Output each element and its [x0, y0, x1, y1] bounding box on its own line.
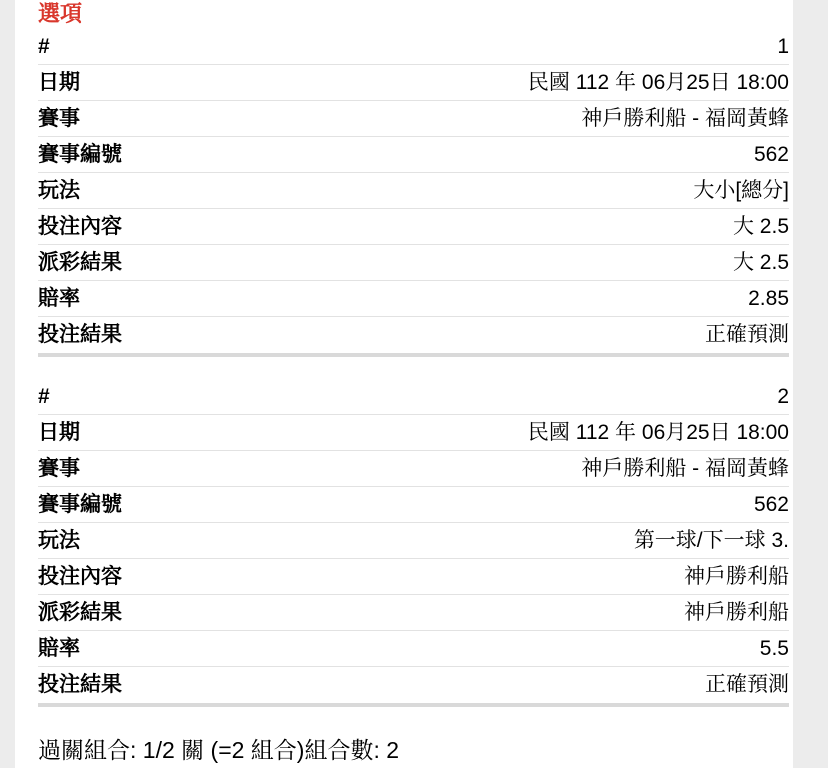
row-label: 派彩結果: [38, 600, 122, 624]
row-match-number: [38, 137, 789, 173]
row-label: 賽事: [38, 456, 80, 480]
row-label: 賽事編號: [38, 492, 122, 516]
content-panel: [15, 0, 793, 768]
row-label: 日期: [38, 70, 80, 94]
row-value: 大 2.5: [732, 214, 789, 238]
row-value: 大小[總分]: [693, 178, 789, 202]
row-bet-type: [38, 523, 789, 559]
row-value: 民國 112 年 06月25日 18:00: [527, 70, 789, 94]
row-label: 賽事編號: [38, 142, 122, 166]
row-date: [38, 65, 789, 101]
row-label: 派彩結果: [38, 250, 122, 274]
row-value: 第一球/下一球 3.: [633, 528, 789, 552]
row-index: [38, 379, 789, 415]
row-label: 賠率: [38, 286, 80, 310]
row-payout-result: [38, 245, 789, 281]
row-label: 玩法: [38, 178, 80, 202]
row-value: 大 2.5: [732, 250, 789, 274]
row-value: 神戶勝利船 - 福岡黃蜂: [581, 106, 789, 130]
bet-table-2: [38, 379, 789, 703]
row-label: 投注結果: [38, 673, 122, 696]
row-label: 投注結果: [38, 323, 122, 346]
row-value: 正確預測: [705, 323, 789, 346]
row-odds: [38, 281, 789, 317]
row-value: 正確預測: [705, 673, 789, 696]
row-bet-content: [38, 559, 789, 595]
row-value: 562: [753, 492, 789, 516]
row-value: 神戶勝利船 - 福岡黃蜂: [581, 456, 789, 480]
row-value: 民國 112 年 06月25日 18:00: [527, 420, 789, 444]
page-title: 選項: [38, 1, 83, 26]
row-label: 投注內容: [38, 564, 122, 588]
row-label: 賽事: [38, 106, 80, 130]
row-bet-result: [38, 317, 789, 353]
row-value: 1: [777, 34, 789, 58]
row-index: [38, 29, 789, 65]
row-date: [38, 415, 789, 451]
row-value: 神戶勝利船: [684, 600, 789, 624]
row-label: #: [38, 34, 50, 58]
bet-table-1: [38, 29, 789, 353]
row-label: 投注內容: [38, 214, 122, 238]
row-label: #: [38, 384, 50, 408]
row-bet-type: [38, 173, 789, 209]
row-value: 2.85: [748, 286, 789, 310]
section-divider: [38, 703, 789, 707]
row-label: 玩法: [38, 528, 80, 552]
row-bet-result: [38, 667, 789, 703]
parlay-summary: 過關組合: 1/2 關 (=2 組合)組合數: 2: [38, 737, 400, 763]
row-value: 神戶勝利船: [684, 564, 789, 588]
row-match: [38, 101, 789, 137]
row-bet-content: [38, 209, 789, 245]
section-divider: [38, 353, 789, 357]
row-value: 5.5: [759, 636, 789, 660]
row-match: [38, 451, 789, 487]
row-label: 賠率: [38, 636, 80, 660]
row-payout-result: [38, 595, 789, 631]
row-odds: [38, 631, 789, 667]
row-match-number: [38, 487, 789, 523]
row-label: 日期: [38, 420, 80, 444]
row-value: 2: [777, 384, 789, 408]
row-value: 562: [753, 142, 789, 166]
